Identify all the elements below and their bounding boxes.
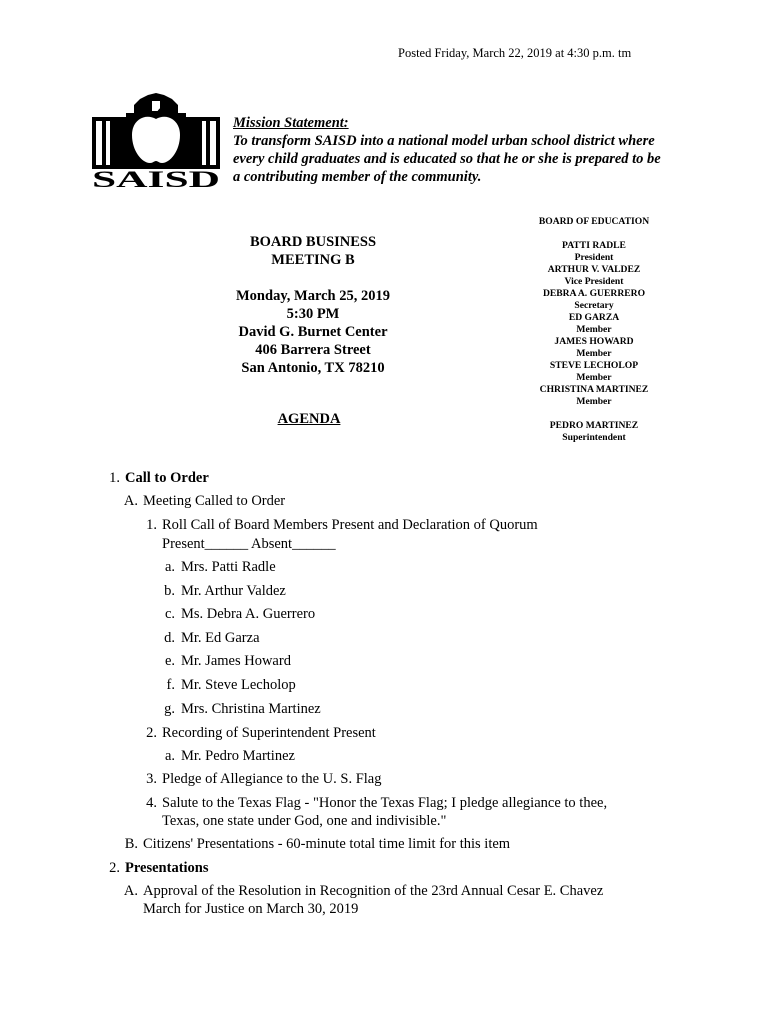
meeting-title-2: MEETING B [271,252,355,268]
meeting-called-to-order: Meeting Called to Order [143,493,286,509]
section-title-call-to-order: Call to Order [125,470,209,486]
present-absent-line: Present______ Absent______ [162,536,336,552]
superintendent-recording-item: Recording of Superintendent Present [162,725,376,741]
meeting-city: San Antonio, TX 78210 [241,360,385,376]
roll-member: Mr. Arthur Valdez [181,583,286,599]
roll-letter: e. [164,653,175,669]
meeting-time: 5:30 PM [286,306,340,322]
chavez-resolution-item: Approval of the Resolution in Recognition of the 23rd Annual Cesar E. Chavez [143,883,604,899]
board-of-education [530,216,658,444]
board-member-role: Member [576,372,612,383]
roll-letter: b. [164,583,175,599]
apple-mission-building-icon [92,93,220,169]
texas-flag-salute-continued: Texas, one state under God, one and indivisible." [162,813,447,829]
board-member-role: Member [576,324,612,335]
section-number: 1. [109,470,120,486]
roll-member: Ms. Debra A. Guerrero [181,606,316,622]
citizens-presentations-item: Citizens' Presentations - 60-minute total time limit for this item [143,836,511,852]
mission-line-2: every child graduates and is educated so that he or she is prepared to be [233,151,661,167]
roll-letter: d. [164,630,175,646]
agenda-heading: AGENDA [277,411,341,427]
board-member-name: STEVE LECHOLOP [549,360,639,371]
roll-letter: g. [164,701,175,717]
board-heading: BOARD OF EDUCATION [538,216,650,227]
meeting-street: 406 Barrera Street [255,342,371,358]
board-member-role: Vice President [564,276,624,287]
posted-notice: Posted Friday, March 22, 2019 at 4:30 p.m. tm [398,46,632,60]
mission-heading: Mission Statement: [233,115,349,131]
board-member-role: Member [576,396,612,407]
saisd-logo [90,93,222,189]
board-member-role: Secretary [574,300,614,311]
superintendent-name: PEDRO MARTINEZ [549,420,639,431]
roll-letter: a. [164,748,175,764]
subsection-letter: A. [123,883,138,899]
item-number: 3. [146,771,157,787]
board-member-name: DEBRA A. GUERRERO [542,288,646,299]
board-member-role: President [574,252,614,263]
meeting-date: Monday, March 25, 2019 [236,288,390,304]
meeting-venue: David G. Burnet Center [238,324,388,340]
item-number: 1. [146,517,157,533]
pledge-item: Pledge of Allegiance to the U. S. Flag [162,771,382,787]
board-member-name: PATTI RADLE [562,240,626,251]
roll-member: Mr. James Howard [181,653,291,669]
board-member-name: ED GARZA [568,312,620,323]
roll-call-item: Roll Call of Board Members Present and Declaration of Quorum [162,517,538,533]
superintendent-name-item: Mr. Pedro Martinez [181,748,295,764]
meeting-info [215,233,411,377]
subsection-letter: B. [124,836,138,852]
roll-member: Mrs. Patti Radle [181,559,276,575]
mission-line-3: a contributing member of the community. [233,169,482,185]
section-number: 2. [109,860,120,876]
board-member-name: ARTHUR V. VALDEZ [547,264,641,275]
roll-letter: c. [164,606,175,622]
mission-line-1: To transform SAISD into a national model urban school district where [233,133,655,149]
section-title-presentations: Presentations [125,860,209,876]
logo-text: SAISD [92,167,220,189]
item-number: 4. [146,795,157,811]
meeting-title-1: BOARD BUSINESS [249,234,377,250]
board-member-role: Member [576,348,612,359]
board-member-name: JAMES HOWARD [554,336,634,347]
chavez-resolution-continued: March for Justice on March 30, 2019 [143,901,359,917]
subsection-letter: A. [123,493,138,509]
roll-member: Mr. Ed Garza [181,630,260,646]
superintendent-role: Superintendent [562,432,626,443]
mission-statement [233,114,703,186]
item-number: 2. [146,725,157,741]
texas-flag-salute-item: Salute to the Texas Flag - "Honor the Texas Flag; I pledge allegiance to thee, [162,795,608,811]
roll-member: Mrs. Christina Martinez [181,701,321,717]
roll-letter: f. [166,677,175,693]
roll-member: Mr. Steve Lecholop [181,677,296,693]
board-member-name: CHRISTINA MARTINEZ [539,384,649,395]
roll-letter: a. [164,559,175,575]
